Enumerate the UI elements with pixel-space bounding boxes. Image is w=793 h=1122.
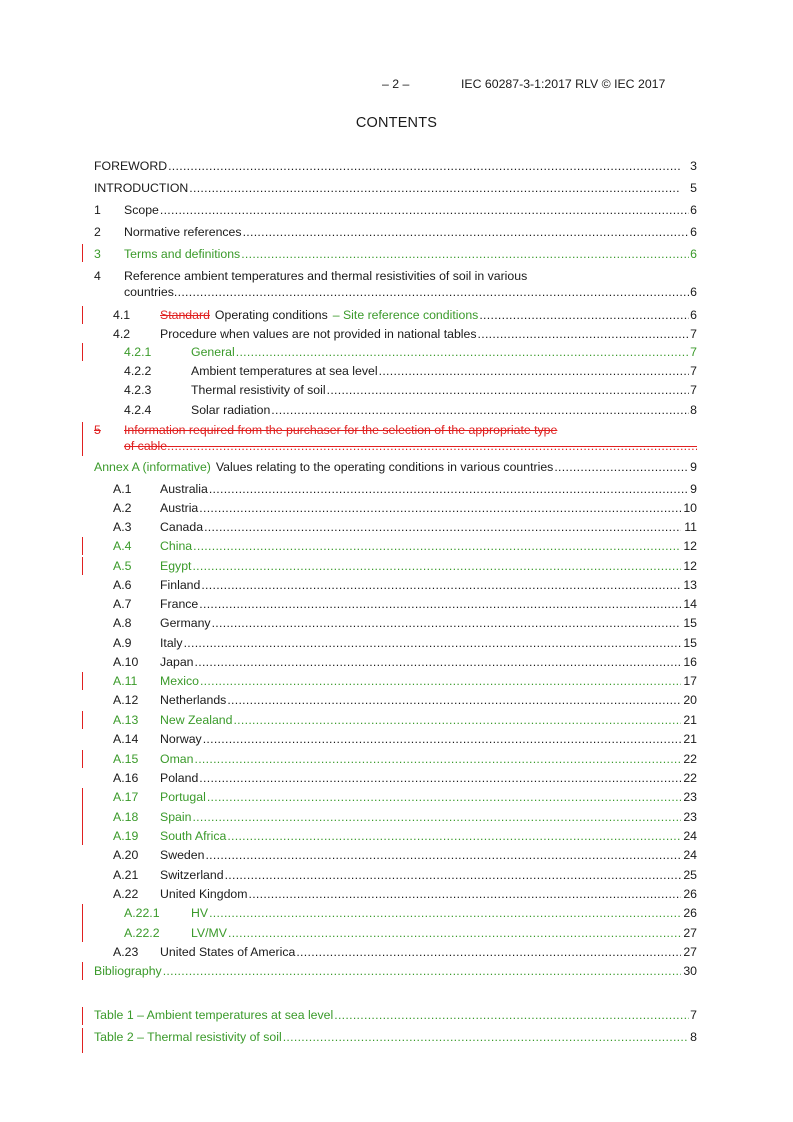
entry-number: 4.2.2 — [124, 364, 152, 378]
page-number: – 2 – — [382, 77, 410, 91]
entry-number: 4.2.4 — [124, 403, 152, 417]
entry-number: A.7 — [113, 597, 132, 611]
entry-page: 11 — [684, 520, 697, 534]
document-reference: IEC 60287-3-1:2017 RLV © IEC 2017 — [461, 77, 666, 91]
toc-entry-japan[interactable] — [0, 653, 793, 671]
annex-label: Annex A (informative) — [94, 460, 211, 474]
contents-title: CONTENTS — [355, 115, 438, 131]
entry-page: 7 — [690, 345, 697, 359]
entry-title: United States of America — [160, 945, 296, 959]
toc-entry-reference-ambient[interactable] — [0, 267, 793, 303]
entry-title: Austria — [160, 501, 199, 515]
toc-entry-table-2[interactable] — [0, 1028, 793, 1046]
toc-entry-new-zealand[interactable] — [0, 711, 793, 729]
entry-page: 7 — [690, 364, 697, 378]
toc-entry-annex-a[interactable] — [0, 458, 793, 476]
deleted-text: Standard — [160, 308, 210, 322]
entry-page: 9 — [690, 482, 697, 496]
entry-number: A.12 — [113, 693, 139, 707]
entry-page: 30 — [683, 964, 697, 978]
entry-title: Sweden — [160, 848, 205, 862]
entry-page: 27 — [683, 926, 697, 940]
entry-page: 12 — [683, 539, 697, 553]
entry-page: 16 — [683, 655, 697, 669]
entry-title: Switzerland — [160, 868, 224, 882]
entry-title: China — [160, 539, 193, 553]
entry-number: A.10 — [113, 655, 139, 669]
entry-title: Bibliography — [94, 964, 162, 978]
page-header — [0, 77, 793, 93]
entry-title: Germany — [160, 616, 211, 630]
entry-title: Values relating to the operating conditions in various countries — [215, 460, 554, 474]
toc-entry-foreword[interactable] — [0, 157, 793, 175]
entry-page: 24 — [683, 829, 697, 843]
entry-page: 3 — [690, 159, 697, 173]
entry-title: Finland — [160, 578, 201, 592]
entry-title: Poland — [160, 771, 199, 785]
entry-title: FOREWORD — [94, 159, 168, 173]
entry-number: A.15 — [113, 752, 139, 766]
entry-page: 6 — [690, 203, 697, 217]
entry-page: 15 — [683, 636, 697, 650]
entry-page: 8 — [690, 403, 697, 417]
entry-title: INTRODUCTION — [94, 181, 189, 195]
entry-number: A.9 — [113, 636, 132, 650]
entry-title: Procedure when values are not provided in national tables — [160, 327, 477, 341]
entry-number: A.20 — [113, 848, 139, 862]
entry-title: Egypt — [160, 559, 192, 573]
entry-number: A.13 — [113, 713, 139, 727]
entry-title: Oman — [160, 752, 194, 766]
entry-number: A.23 — [113, 945, 139, 959]
entry-title: LV/MV — [191, 926, 227, 940]
entry-title: Japan — [160, 655, 194, 669]
toc-entry-terms-and-definitions[interactable] — [0, 245, 793, 263]
entry-title: General — [191, 345, 235, 359]
entry-page: 22 — [683, 752, 697, 766]
entry-title: HV — [191, 906, 209, 920]
entry-number: A.1 — [113, 482, 132, 496]
entry-page: 6 — [690, 285, 697, 299]
entry-number: 4 — [94, 269, 101, 283]
entry-page: 15 — [683, 616, 697, 630]
toc-entry-mexico[interactable] — [0, 672, 793, 690]
toc-entry-deleted-information[interactable] — [0, 421, 793, 457]
entry-page: 7 — [690, 383, 697, 397]
toc-entry-sweden[interactable] — [0, 846, 793, 864]
toc-entry-solar-radiation[interactable] — [0, 401, 793, 419]
toc-entry-united-kingdom[interactable] — [0, 885, 793, 903]
entry-page: 23 — [683, 790, 697, 804]
toc-entry-austria[interactable] — [0, 499, 793, 517]
entry-page: 20 — [683, 693, 697, 707]
entry-title: Operating conditions — [214, 308, 328, 322]
toc-entry-france[interactable] — [0, 595, 793, 613]
toc-entry-general[interactable] — [0, 343, 793, 361]
entry-page: 25 — [683, 868, 697, 882]
toc-entry-australia[interactable] — [0, 480, 793, 498]
entry-page: 7 — [690, 327, 697, 341]
toc-entry-spain[interactable] — [0, 808, 793, 826]
entry-page: 8 — [690, 1030, 697, 1044]
entry-page: 7 — [690, 1008, 697, 1022]
entry-title: Norway — [160, 732, 202, 746]
toc-entry-thermal-resistivity[interactable] — [0, 381, 793, 399]
entry-number: A.21 — [113, 868, 139, 882]
entry-number: 4.1 — [113, 308, 131, 322]
entry-page: 10 — [683, 501, 697, 515]
entry-number: A.18 — [113, 810, 139, 824]
entry-title: Table 2 – Thermal resistivity of soil — [94, 1030, 282, 1044]
entry-title-line2: of cable — [124, 439, 168, 453]
entry-number: 4.2.3 — [124, 383, 152, 397]
entry-title: Normative references — [124, 225, 242, 239]
entry-title: Table 1 – Ambient temperatures at sea level — [94, 1008, 334, 1022]
entry-title: Terms and definitions — [124, 247, 241, 261]
toc-entry-hv[interactable] — [0, 904, 793, 922]
toc-entry-portugal[interactable] — [0, 788, 793, 806]
entry-number: A.3 — [113, 520, 132, 534]
entry-page: 26 — [683, 887, 697, 901]
entry-title: Spain — [160, 810, 192, 824]
toc-entry-egypt[interactable] — [0, 557, 793, 575]
entry-page: 12 — [683, 559, 697, 573]
entry-title-line2: countries — [124, 285, 174, 299]
entry-number: 3 — [94, 247, 101, 261]
toc-entry-ambient-temperatures[interactable] — [0, 362, 793, 380]
entry-number: 2 — [94, 225, 101, 239]
entry-title: Canada — [160, 520, 204, 534]
toc-entry-lv-mv[interactable] — [0, 924, 793, 942]
toc-entry-bibliography[interactable] — [0, 962, 793, 980]
entry-title: New Zealand — [160, 713, 233, 727]
toc-entry-oman[interactable] — [0, 750, 793, 768]
entry-title-line1: Reference ambient temperatures and thermal resistivities of soil in various — [124, 269, 528, 283]
entry-page: 23 — [683, 810, 697, 824]
entry-number: A.22 — [113, 887, 139, 901]
entry-number: A.8 — [113, 616, 132, 630]
entry-number: A.11 — [113, 674, 138, 688]
entry-page: 22 — [683, 771, 697, 785]
toc-entry-table-1[interactable] — [0, 1006, 793, 1024]
entry-number: A.14 — [113, 732, 139, 746]
entry-number: A.22.2 — [124, 926, 160, 940]
toc-entry-germany[interactable] — [0, 614, 793, 632]
entry-page: 9 — [690, 460, 697, 474]
entry-page: 21 — [683, 732, 697, 746]
toc-entry-finland[interactable] — [0, 576, 793, 594]
entry-number: A.5 — [113, 559, 132, 573]
entry-title: Australia — [160, 482, 208, 496]
entry-page: 26 — [683, 906, 697, 920]
entry-page: 24 — [683, 848, 697, 862]
entry-page: 14 — [683, 597, 697, 611]
toc-entry-poland[interactable] — [0, 769, 793, 787]
entry-page: 27 — [683, 945, 697, 959]
entry-title: Italy — [160, 636, 183, 650]
entry-page: 5 — [690, 181, 697, 195]
entry-number: A.22.1 — [124, 906, 160, 920]
toc-entry-normative-references[interactable] — [0, 223, 793, 241]
entry-page: 6 — [690, 247, 697, 261]
entry-number: 4.2.1 — [124, 345, 152, 359]
toc-entry-operating-conditions[interactable] — [0, 306, 793, 324]
entry-title: Netherlands — [160, 693, 227, 707]
entry-title: United Kingdom — [160, 887, 248, 901]
entry-title: South Africa — [160, 829, 227, 843]
toc-entry-canada[interactable] — [0, 518, 793, 536]
entry-number: A.6 — [113, 578, 132, 592]
entry-page: 6 — [690, 225, 697, 239]
entry-title: Solar radiation — [191, 403, 271, 417]
toc-entry-norway[interactable] — [0, 730, 793, 748]
entry-title: Ambient temperatures at sea level — [191, 364, 378, 378]
added-text: – Site reference conditions — [332, 308, 479, 322]
toc-entry-introduction[interactable] — [0, 179, 793, 197]
toc-entry-united-states[interactable] — [0, 943, 793, 961]
entry-title: Mexico — [160, 674, 199, 688]
toc-entry-china[interactable] — [0, 537, 793, 555]
entry-number: A.2 — [113, 501, 132, 515]
toc-entry-south-africa[interactable] — [0, 827, 793, 845]
entry-page: 17 — [683, 674, 697, 688]
entry-number: 1 — [94, 203, 101, 217]
toc-entry-switzerland[interactable] — [0, 866, 793, 884]
entry-page: 13 — [683, 578, 697, 592]
entry-number: A.4 — [113, 539, 132, 553]
entry-title: Thermal resistivity of soil — [191, 383, 326, 397]
entry-number: A.19 — [113, 829, 139, 843]
entry-title: Scope — [124, 203, 159, 217]
entry-number: A.16 — [113, 771, 139, 785]
entry-number: 4.2 — [113, 327, 131, 341]
entry-number: 5 — [94, 423, 101, 437]
entry-page: 6 — [690, 308, 697, 322]
entry-title-line1: Information required from the purchaser for the selection of the appropriate type — [124, 423, 558, 437]
toc-entry-procedure[interactable] — [0, 325, 793, 343]
entry-number: A.17 — [113, 790, 139, 804]
toc-entry-netherlands[interactable] — [0, 691, 793, 709]
entry-page: 21 — [683, 713, 697, 727]
toc-entry-scope[interactable] — [0, 201, 793, 219]
toc-entry-italy[interactable] — [0, 634, 793, 652]
entry-title: France — [160, 597, 199, 611]
entry-title: Portugal — [160, 790, 206, 804]
